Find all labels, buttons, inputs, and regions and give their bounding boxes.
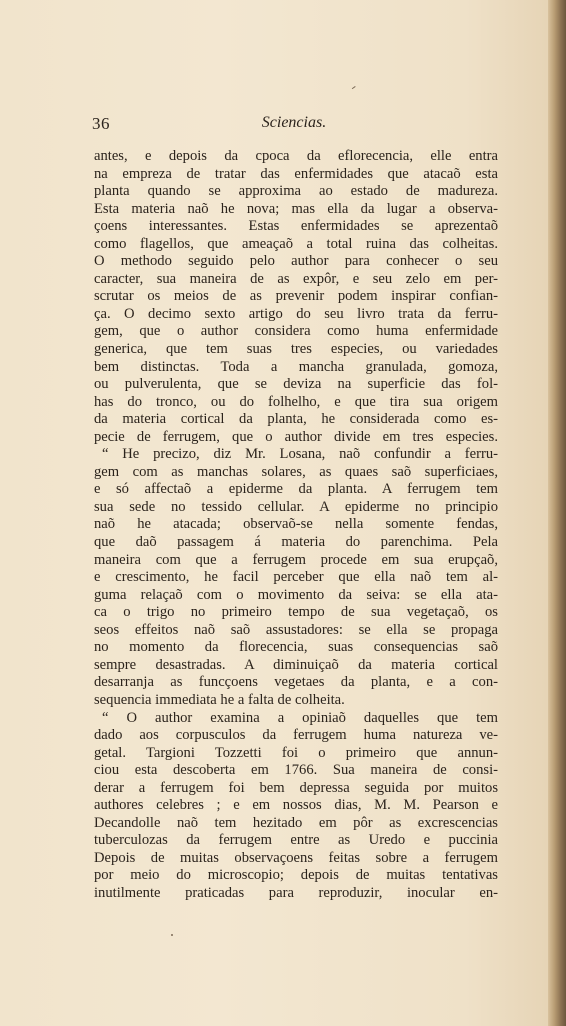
running-head: Sciencias. xyxy=(261,114,327,131)
text-line: caracter, sua maneira de as expôr, e seu zelo em per- xyxy=(94,270,498,287)
text-line: sempre desastradas. A diminuiçaõ da materia cortical xyxy=(94,656,498,673)
text-line: no momento da florecencia, suas consequencias saõ xyxy=(94,639,498,656)
text-line: como flagellos, que ameaçaõ a total ruina das colheitas. xyxy=(94,235,498,252)
text-line: naõ he atacada; observaõ-se nella somente fendas, xyxy=(94,516,498,533)
text-line: maneira com que a ferrugem procede em sua erupçaõ, xyxy=(94,551,498,568)
text-line: desarranja as funcçoens vegetaes da planta, e a con- xyxy=(94,674,498,691)
text-line: inutilmente praticadas para reproduzir, inocular en- xyxy=(94,884,498,901)
text-line: “ He precizo, diz Mr. Losana, naõ confundir a ferru- xyxy=(102,446,498,463)
text-line: Decandolle naõ tem hezitado em pôr as excrescencias xyxy=(94,814,498,831)
text-line: pecie de ferrugem, que o author divide em tres especies. xyxy=(94,428,498,445)
text-line: antes, e depois da cpoca da eflorecencia, elle entra xyxy=(94,148,498,164)
text-line: por meio do microscopio; depois de muitas tentativas xyxy=(94,867,498,884)
text-line: e crescimento, he facil perceber que ella naõ tem al- xyxy=(94,569,498,586)
text-line: seos effeitos naõ saõ assustadores: se ella se propaga xyxy=(94,621,498,638)
page-header xyxy=(92,114,496,136)
text-line: ça. O decimo sexto artigo do seu livro trata da ferru- xyxy=(94,305,498,322)
text-line: Depois de muitas observaçoens feitas sobre a ferrugem xyxy=(94,849,498,866)
text-line: getal. Targioni Tozzetti foi o primeiro que annun- xyxy=(94,744,498,761)
text-line: çoens interessantes. Estas enfermidades se aprezentaõ xyxy=(94,218,498,235)
ink-speck xyxy=(352,86,356,90)
text-line: sua sede no tessido cellular. A epiderme no principio xyxy=(94,498,498,515)
text-line: authores celebres ; e em nossos dias, M. M. Pearson e xyxy=(94,797,498,814)
text-line: da materia cortical da planta, he considerada como es- xyxy=(94,411,498,428)
text-line: sequencia immediata he a falta de colheita. xyxy=(94,691,345,708)
text-line: planta quando se approxima ao estado de madureza. xyxy=(94,183,498,200)
text-line: has do tronco, ou do folhelho, e que tira sua origem xyxy=(94,393,498,410)
book-binding-edge xyxy=(548,0,566,1026)
text-line: generica, que tem suas tres especies, ou variedades xyxy=(94,341,498,358)
text-line: gem, que o author considera como huma enfermidade xyxy=(94,323,498,340)
text-line: tuberculozas da ferrugem entre as Uredo e puccinia xyxy=(94,832,498,849)
text-line: O methodo seguido pelo author para conhecer o seu xyxy=(94,253,498,270)
text-line: “ O author examina a opiniaõ daquelles que tem xyxy=(102,709,498,726)
text-line: e só affectaõ a epiderme da planta. A ferrugem tem xyxy=(94,481,498,498)
text-line: ou pulverulenta, que se deviza na superficie das fol- xyxy=(94,376,498,393)
text-line: derar a ferrugem foi bem depressa seguida por muitos xyxy=(94,779,498,796)
text-line: gem com as manchas solares, as quaes saõ superficiaes, xyxy=(94,463,498,480)
text-line: na empreza de tratar das enfermidades que atacaõ esta xyxy=(94,165,498,182)
body-text xyxy=(94,148,498,903)
text-line: Esta materia naõ he nova; mas ella da lugar a observa- xyxy=(94,200,498,217)
text-line: que daõ passagem á materia do parenchima. Pela xyxy=(94,534,498,551)
text-line: dado aos corpusculos da ferrugem huma natureza ve- xyxy=(94,727,498,744)
text-line: guma relaçaõ com o movimento da seiva: se ella ata- xyxy=(94,586,498,603)
text-line: scrutar os meios de as prevenir podem inspirar confian- xyxy=(94,288,498,305)
page-number: 36 xyxy=(92,114,110,133)
text-line: ca o trigo no primeiro tempo de sua vegetaçaõ, os xyxy=(94,604,498,621)
text-line: ciou esta descoberta em 1766. Sua maneira de consi- xyxy=(94,762,498,779)
ink-speck xyxy=(171,934,173,936)
text-line: bem distinctas. Toda a mancha granulada, gomoza, xyxy=(94,358,498,375)
